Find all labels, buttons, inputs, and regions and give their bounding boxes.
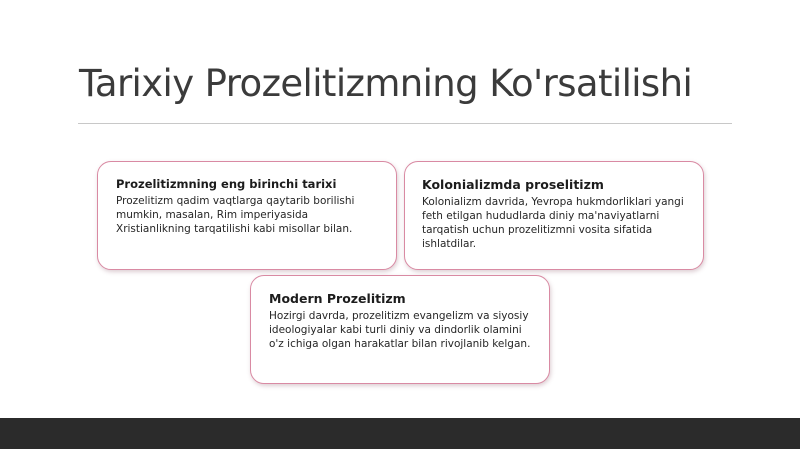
card-title: Prozelitizmning eng birinchi tarixi xyxy=(116,177,337,191)
card-title: Kolonializmda proselitizm xyxy=(422,177,604,192)
card-text: Prozelitizm qadim vaqtlarga qaytarib borilishi mumkin, masalan, Rim imperiyasida Xristianlikning tarqatilishi kabi misollar bilan. xyxy=(116,195,355,235)
card-title: Modern Prozelitizm xyxy=(269,291,406,306)
card-early-history xyxy=(97,161,397,270)
card-modern xyxy=(250,275,550,384)
card-text: Kolonializm davrida, Yevropa hukmdorliklari yangi feth etilgan hududlarda diniy ma'naviyatlarni tarqatish uchun prozelitizmni vosita sifatida ishlatdilar. xyxy=(422,196,684,250)
footer-bar xyxy=(0,418,800,449)
title-divider xyxy=(78,123,732,124)
slide-title: Tarixiy Prozelitizmning Ko'rsatilishi xyxy=(79,62,693,105)
card-colonialism xyxy=(404,161,704,270)
card-text: Hozirgi davrda, prozelitizm evangelizm va siyosiy ideologiyalar kabi turli diniy va dindorlik olamini o'z ichiga olgan harakatlar bilan rivojlanib kelgan. xyxy=(269,310,531,350)
